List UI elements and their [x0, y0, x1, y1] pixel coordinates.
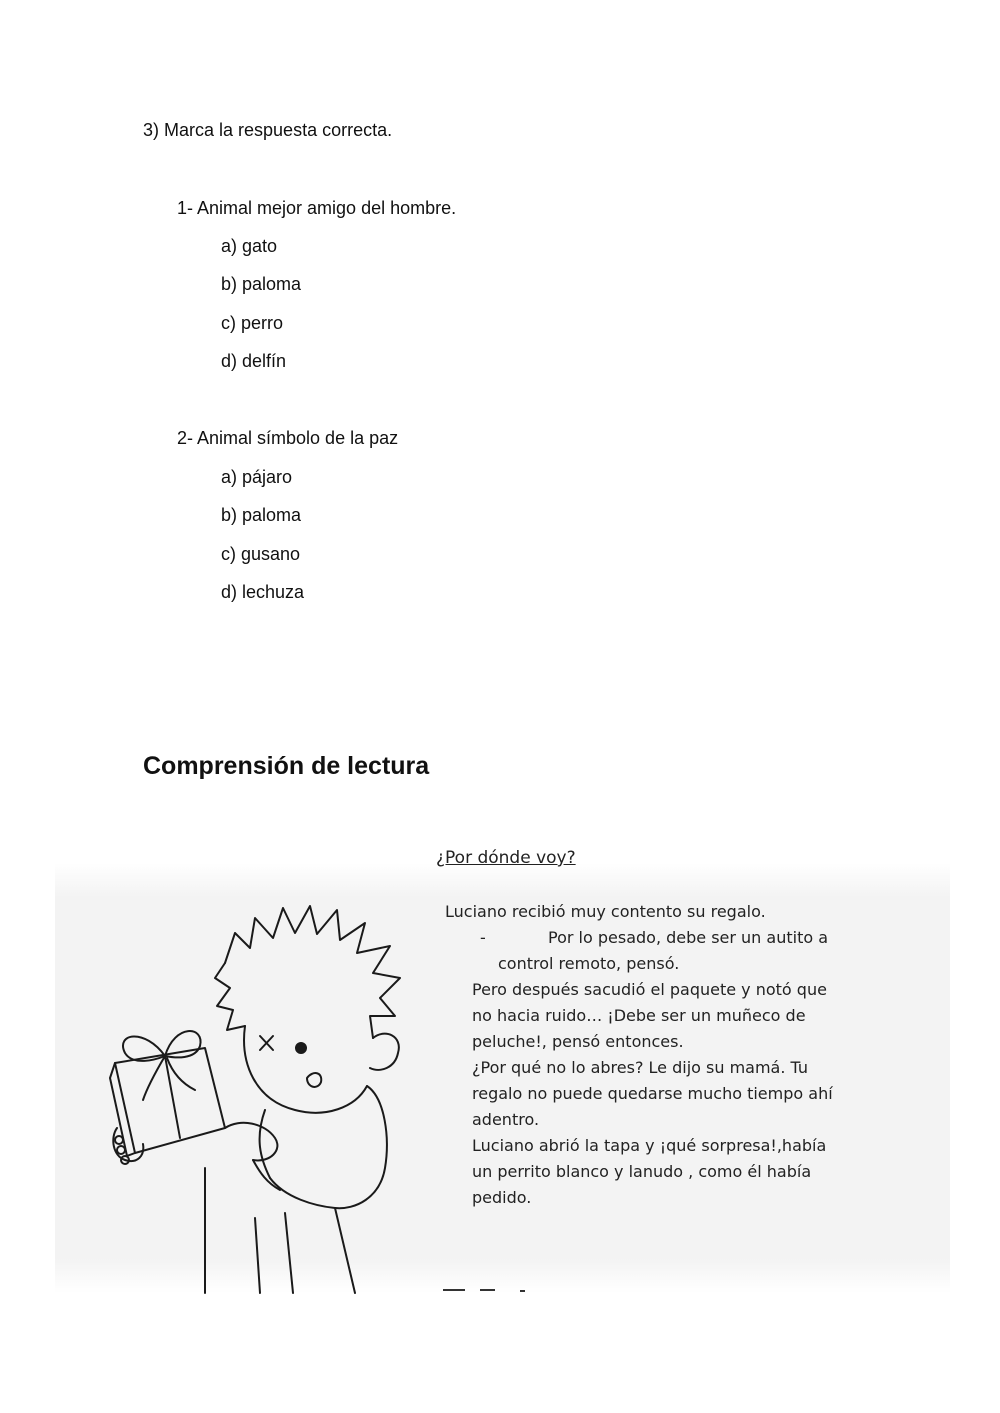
story-body-line: Pero después sacudió el paquete y notó que	[472, 980, 827, 999]
story-body	[472, 977, 912, 1211]
story-line-3: control remoto, pensó.	[498, 954, 680, 973]
q2-option-d[interactable]: d) lechuza	[221, 582, 305, 602]
q1-option-c[interactable]: c) perro	[221, 313, 284, 333]
story-body-line: Luciano abrió la tapa y ¡qué sorpresa!,había	[472, 1136, 827, 1155]
question-2: 2- Animal símbolo de la paz	[177, 428, 399, 448]
q2-option-c[interactable]: c) gusano	[221, 544, 301, 564]
question-1: 1- Animal mejor amigo del hombre.	[177, 198, 457, 218]
exercise-instruction: 3) Marca la respuesta correcta.	[143, 120, 393, 140]
story-dash: -	[480, 928, 486, 947]
story-body-line: peluche!, pensó entonces.	[472, 1032, 684, 1051]
story-body-line: pedido.	[472, 1188, 532, 1207]
section-title: Comprensión de lectura	[143, 752, 430, 780]
q2-option-b[interactable]: b) paloma	[221, 505, 302, 525]
story-line-1: Luciano recibió muy contento su regalo.	[445, 902, 766, 921]
q2-option-a[interactable]: a) pájaro	[221, 467, 293, 487]
story-body-line: ¿Por qué no lo abres? Le dijo su mamá. Tu	[472, 1058, 809, 1077]
story-body-line: regalo no puede quedarse mucho tiempo ahí	[472, 1084, 833, 1103]
q1-option-a[interactable]: a) gato	[221, 236, 278, 256]
story-title: ¿Por dónde voy?	[436, 848, 576, 868]
story-line-2: Por lo pesado, debe ser un autito a	[548, 928, 829, 947]
q1-option-d[interactable]: d) delfín	[221, 351, 287, 371]
story-body-line: un perrito blanco y lanudo , como él había	[472, 1162, 812, 1181]
story-body-line: no hacia ruido… ¡Debe ser un muñeco de	[472, 1006, 806, 1025]
story-body-line: adentro.	[472, 1110, 540, 1129]
q1-option-b[interactable]: b) paloma	[221, 274, 302, 294]
